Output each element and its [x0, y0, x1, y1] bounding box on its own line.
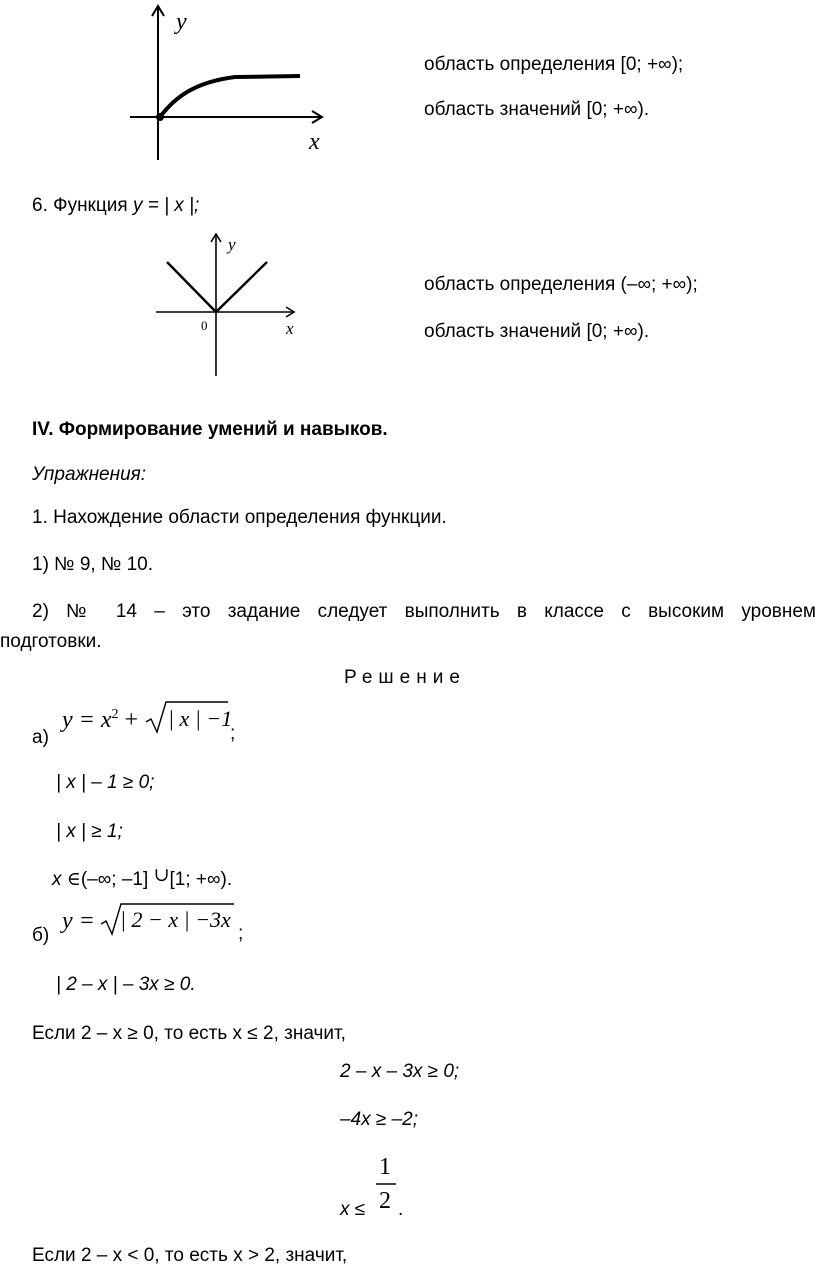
range-text: область значений [0; +∞). [424, 321, 650, 342]
part-b-semicolon: ; [238, 923, 244, 944]
fraction-numerator: 1 [379, 1154, 391, 1180]
case1-step1: 2 – x – 3x ≥ 0; [340, 1061, 460, 1082]
part-a-semicolon: ; [230, 723, 236, 744]
item-1: 1. Нахождение области определения функции. [32, 507, 447, 528]
exercises-label: Упражнения: [32, 464, 147, 485]
item-1-1: 1) № 9, № 10. [32, 554, 154, 575]
func6-title: 6. Функция y = | x |; [32, 195, 200, 216]
part-b-case2: Если 2 – x < 0, то есть x > 2, значит, [32, 1245, 348, 1266]
fraction-denominator: 2 [379, 1188, 391, 1214]
y-axis-label: y [176, 9, 187, 35]
case1-step3-lhs: x ≤ [340, 1199, 366, 1220]
domain-text: область определения (–∞; +∞); [424, 274, 698, 295]
part-b-radicand: | 2 − x | −3x [120, 907, 231, 932]
range-text: область значений [0; +∞). [424, 99, 650, 120]
case1-step2: –4x ≥ –2; [340, 1109, 419, 1130]
part-b-step1: | 2 – x | – 3x ≥ 0. [56, 974, 196, 995]
section-heading: IV. Формирование умений и навыков. [32, 419, 388, 440]
part-b-formula-lhs: y = [62, 908, 95, 934]
part-a-step2: | x | ≥ 1; [56, 821, 123, 842]
domain-text: область определения [0; +∞); [424, 54, 684, 75]
part-a-label: а) [32, 727, 49, 748]
solution-heading: Решение [344, 667, 466, 688]
case1-dot: . [398, 1199, 404, 1220]
origin-label: 0 [201, 318, 208, 333]
part-b-label: б) [32, 925, 50, 946]
part-a-step1: | x | – 1 ≥ 0; [56, 772, 155, 793]
x-axis-label: x [286, 319, 294, 338]
part-a-radicand: | x | −1 [168, 706, 233, 731]
part-b-case1: Если 2 – x ≥ 0, то есть x ≤ 2, значит, [32, 1023, 346, 1044]
part-a-formula: $y = x^2$ + [62, 707, 139, 733]
x-axis-label: x [309, 129, 320, 155]
item-1-2-line1: 2) № 14 – это задание следует выполнить в классе с высоким уровнем [32, 601, 816, 622]
item-1-2-line2: подготовки. [0, 631, 102, 652]
part-a-step3: x ∈(–∞; –1] ∪[1; +∞). [52, 864, 233, 890]
y-axis-label: y [228, 235, 236, 254]
